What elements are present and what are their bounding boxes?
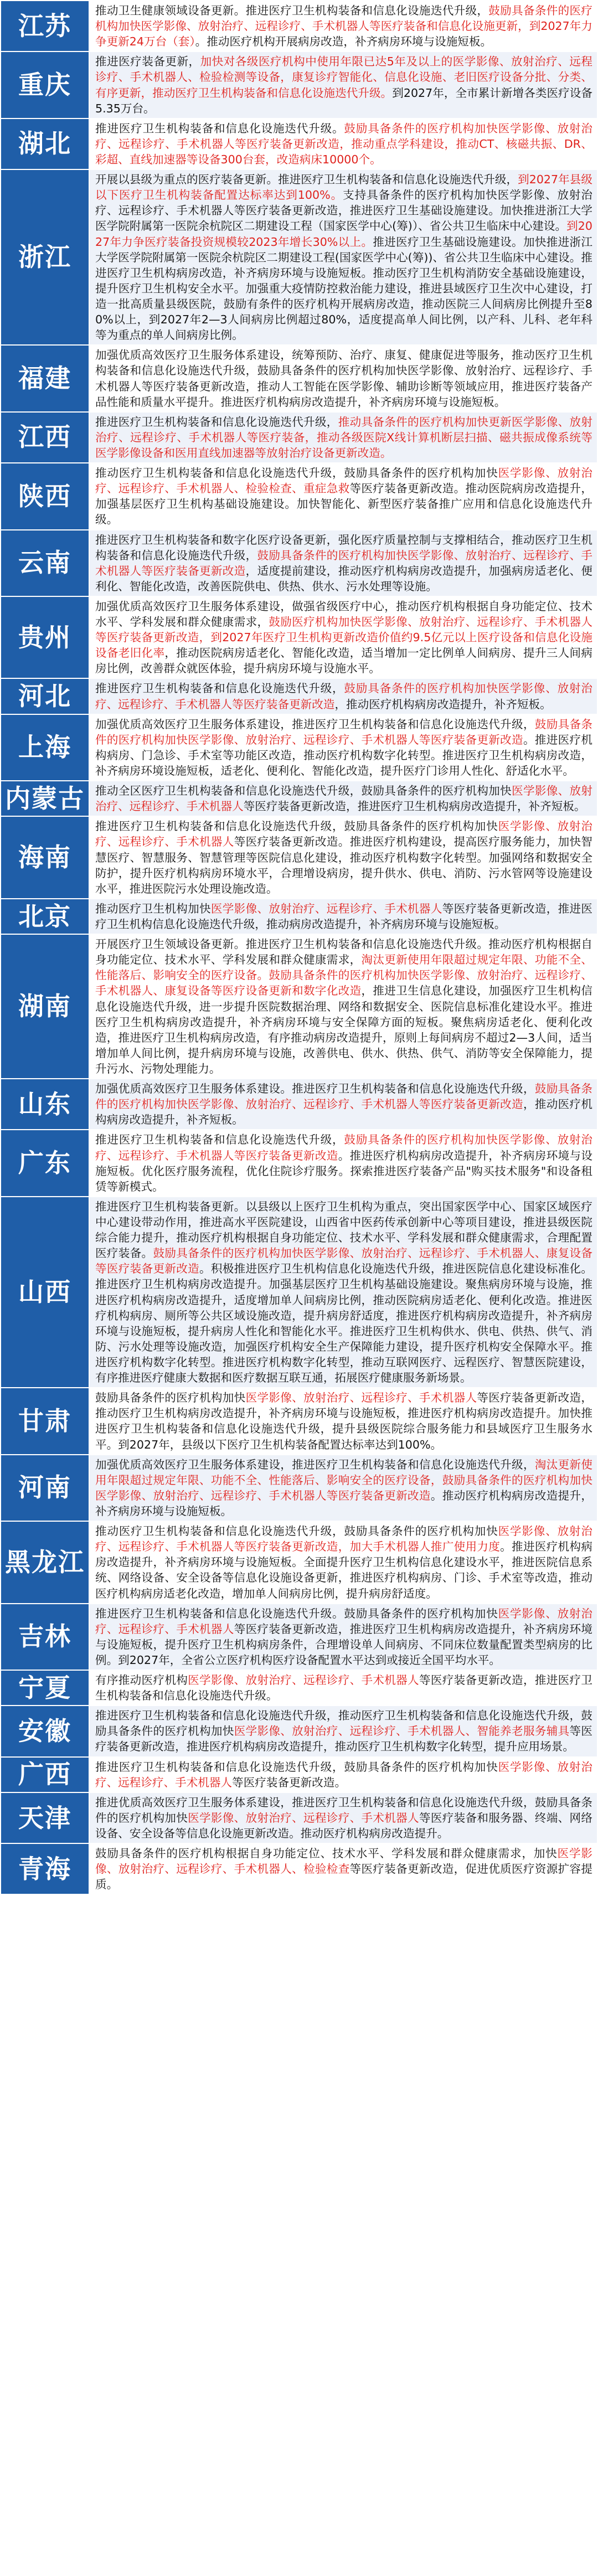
- policy-text-cell: [89, 1843, 597, 1894]
- highlight-text: 鼓励具备条件的医疗机构加快医学影像、放射治疗、远程诊疗、手术机器人等医疗装备更新改造: [95, 548, 592, 578]
- policy-text-cell: [89, 1388, 597, 1454]
- policy-text: 。推进医疗机构病房、门急诊、手术室等功能区改造，推动医疗机构数字化转型。推进医疗卫生机构病房改造，补齐病房环境设施短板，适老化、便利化、智能化改造，提升医疗门诊用人性化、舒适化水平。: [95, 733, 592, 778]
- province-cell: 河北: [1, 678, 89, 714]
- policy-text: 推进医疗卫生基础设施建设。加快推进浙江大学医学院附属第一医院余杭院区二期建设工程(国家医学中心(筹))、省公共卫生临床中心建设。推进医疗卫生机构病房改造，补齐病房环境与设施短板。推动医疗卫生机构消防安全基础设施建设，提升医疗卫生机构安全水平。加强重大疫情防控救治能力建设，推进县域医疗卫生次中心建设，打造一批高质量县级医院，鼓励有条件的医疗机构开展病房改造，推动医院三人间病房比例提升至80%以上，到2027年2—3人间病房比例超过80%，适度提高单人间比例，以产科、儿科、老年科等为重点的单人间病房比例。: [95, 235, 592, 342]
- table-row: [1, 1079, 597, 1130]
- policy-text: 。推动医疗机构病房改造提升，补齐病房环境与设施短板。: [95, 1488, 592, 1518]
- province-cell: 浙江: [1, 169, 89, 345]
- table-row: [1, 345, 597, 411]
- policy-text: 推动医疗卫生机构加快: [95, 901, 211, 915]
- policy-text: 支持具备条件的医疗机构加快医学影像、放射治疗、远程诊疗、手术机器人等医疗装备更新改造，推进医疗卫生基础设施建设。加快推进浙江大学医学院附属第一医院余杭院区二期建设工程（国家医学中心(筹)）、省公共卫生临床中心建设。: [95, 188, 593, 233]
- province-cell: 贵州: [1, 596, 89, 679]
- table-row: [1, 1, 597, 51]
- policy-text-cell: [89, 530, 597, 596]
- highlight-text: 鼓励具备条件的医疗机构加快医学影像、放射治疗、远程诊疗、手术机器人等医疗装备更新改造: [95, 1082, 592, 1111]
- policy-text: 推进医疗卫生机构装备更新。以县级以上医疗卫生机构为重点，突出国家医学中心、国家区域医疗中心建设带动作用，推进高水平医院建设，山西省中医药传承创新中心等项目建设，推进县级医院综合能力提升，推动医疗机构根据自身功能定位、技术水平、学科发展和群众健康需求，合理配置医疗装备。: [95, 1199, 592, 1260]
- policy-text-cell: [89, 899, 597, 934]
- highlight-text: 医学影像、放射治疗、远程诊疗、手术机器人: [188, 1811, 419, 1825]
- highlight-text: 医学影像、放射治疗、远程诊疗、手术机器人: [188, 1673, 419, 1687]
- highlight-text: 推动具备条件的医疗机构加快更新医学影像、放射治疗、远程诊疗、手术机器人等医疗装备，推动各级医院X线计算机断层扫描、磁共振成像系统等医学影像设备和医用直线加速器等放射治疗设备更新改造。: [95, 415, 592, 460]
- highlight-text: 淘汰更新使用年限超过规定年限、功能不全、性能落后、影响安全的医疗设备。鼓励具备条件的医疗机构加快医学影像、放射治疗、远程诊疗、手术机器人、康复设备等医疗设备更新和数字化改造: [95, 953, 592, 998]
- highlight-text: 医学影像、放射治疗、远程诊疗、手术机器人、检验检查: [95, 1847, 593, 1876]
- highlight-text: 加快对各级医疗机构中使用年限已达5年及以上的医学影像、放射治疗、远程诊疗、手术机器人、检验检测等设备，康复诊疗智能化、信息化设施、老旧医疗设备分批、分类、有序更新，推动医疗卫生机构装备和信息化设施迭代升级。: [95, 55, 592, 100]
- province-cell: 重庆: [1, 51, 89, 118]
- policy-text: 开展以县级为重点的医疗装备更新。推进医疗卫生机构装备和信息化设施迭代升级，: [95, 173, 518, 187]
- province-cell: 天津: [1, 1792, 89, 1843]
- table-row: [1, 1455, 597, 1521]
- table-row: [1, 412, 597, 463]
- policy-text: 推进医疗卫生机构装备和信息化设施迭代升级。鼓励具备条件的医疗机构加快: [95, 1606, 498, 1620]
- province-cell: 广西: [1, 1757, 89, 1792]
- policy-text: 推进医疗机构数字化转型。推进医疗机构数字化转型，推动互联网医疗、远程医疗、智慧医院建设，有序推进医疗健康大数据和医疗数据互联互通，拓展医疗健康服务新场景。: [95, 1339, 592, 1385]
- highlight-text: 鼓励具备条件的医疗机构加快医学影像、放射治疗、远程诊疗、手术机器人等医疗装备更新改造: [95, 682, 593, 711]
- table-row: [1, 119, 597, 169]
- province-cell: 山东: [1, 1079, 89, 1130]
- table-row: [1, 51, 597, 118]
- table-row: [1, 714, 597, 781]
- policy-text: 加强优质高效医疗卫生服务体系建设，做强省级医疗中心，推动医疗机构根据自身功能定位、技术水平、学科发展和群众健康需求，: [95, 599, 592, 629]
- province-cell: 福建: [1, 345, 89, 411]
- policy-text: 推进医疗卫生机构装备和信息化设施迭代升级，鼓励具备条件的医疗机构加快: [95, 820, 498, 833]
- policy-text-cell: [89, 781, 597, 816]
- policy-text-cell: [89, 1079, 597, 1130]
- policy-text-cell: [89, 1604, 597, 1670]
- policy-text: 推进医疗卫生机构装备和数字化医疗设备更新，强化医疗质量控制与支撑相结合，推动医疗卫生机构装备和信息化设施迭代升级，: [95, 533, 592, 562]
- province-cell: 海南: [1, 816, 89, 899]
- highlight-text: 鼓励具备条件的医疗机构加快医学影像、放射治疗、远程诊疗、手术机器人、康复设备等医疗装备更新改造: [95, 1246, 592, 1276]
- table-row: [1, 1388, 597, 1454]
- policy-text-cell: [89, 412, 597, 463]
- policy-text: 等医疗装备更新改造，推进医疗机构病房改造提升，推动医疗卫生机构数字化转型，提升应用场景。: [95, 1724, 592, 1754]
- policy-text: ，适度提前建设，推动医疗机构病房改造提升，加强病房适老化、便利化、智能化改造，改善医院供电、供热、供水、污水处理等设施。: [95, 564, 592, 593]
- province-cell: 青海: [1, 1843, 89, 1894]
- policy-text-cell: [89, 678, 597, 714]
- province-cell: 湖北: [1, 119, 89, 169]
- province-cell: 甘肃: [1, 1388, 89, 1454]
- policy-text-cell: [89, 714, 597, 781]
- table-row: [1, 816, 597, 899]
- highlight-text: 淘汰更新使用年限超过规定年限、功能不全、性能落后、影响安全的医疗设备，鼓励具备条件的医疗机构加快医学影像、放射治疗、远程诊疗、手术机器人等医疗装备更新改造: [95, 1457, 592, 1502]
- policy-text: 等医疗装备更新改造。推进医疗机构建设，提高医疗服务能力，加快智慧医疗、智慧服务、智慧管理等医院信息化建设，推动医疗机构数字化转型。加强网络和数据安全防护，提升医疗机构病房环境水平，合理增设病房，提升供水、供电、消防、污水管网等设施建设水平，推进医院污水处理设施改造。: [95, 835, 592, 895]
- highlight-text: 鼓励具备条件的医疗机构加快医学影像、放射治疗、远程诊疗、手术机器人等医疗装备和信息化设施更新，到2027年力争更新24万台（套）: [95, 4, 592, 49]
- policy-text: ，推动医院病房适老化、智能化改造，适当增加一定比例单人间病房、提升三人间病房比例，改善群众就医体验，提升病房环境与设施水平。: [95, 646, 592, 676]
- policy-text: ，推进卫生信息化建设，加强医疗卫生机构信息化设施迭代升级，进一步提升医院数据治理、网络和数据安全、医院信息标准化建设水平。: [95, 984, 592, 1013]
- policy-text-cell: [89, 596, 597, 679]
- policy-text: 等医疗装备更新改造，推进医疗卫生机构病房改造提升，补齐病房环境与设施短板，提升医疗卫生机构病房条件，合理增设单人间病房、不同床位数量配置类型病房的比例。到2027年，全省公立医疗机构医疗设备配置水平达到或接近全国平均水平。: [95, 1622, 592, 1667]
- province-cell: 吉林: [1, 1604, 89, 1670]
- policy-text: 推进医疗卫生机构装备和信息化设施迭代升级，: [95, 1133, 344, 1147]
- policy-text-cell: [89, 1197, 597, 1388]
- policy-text: 推动卫生健康领域设备更新。推进医疗卫生机构装备和信息化设施迭代升级，: [95, 4, 489, 17]
- policy-text: 。推进医疗机构病房改造提升，补齐病房环境与设施短板。优化医疗服务流程，优化住院诊疗服务。探索推进医疗装备产品"购买技术服务"和设备租赁等新模式。: [95, 1148, 592, 1193]
- policy-text-cell: [89, 1670, 597, 1706]
- policy-text-cell: [89, 119, 597, 169]
- highlight-text: 鼓励具备条件的医疗机构加快医学影像、放射治疗、远程诊疗、手术机器人等医疗装备更新改造: [95, 1133, 593, 1162]
- policy-text: 推进医疗卫生机构装备和信息化设施迭代升级，推动医疗卫生机构装备和信息化设施迭代升级，鼓励具备条件的医疗机构加快: [95, 1709, 592, 1738]
- policy-text: 推进优质高效医疗卫生服务体系建设，推进医疗卫生机构装备和信息化设施迭代升级，鼓励具备条件的医疗机构加快: [95, 1795, 592, 1825]
- province-cell: 江西: [1, 412, 89, 463]
- policy-text-cell: [89, 1757, 597, 1792]
- policy-text: 鼓励具备条件的医疗机构根据自身功能定位、技术水平、学科发展和群众健康需求，加快: [95, 1847, 558, 1861]
- table-row: [1, 596, 597, 679]
- policy-text: 等医疗装备更新改造。: [232, 1775, 347, 1789]
- highlight-text: 鼓励具备条件的医疗机构加快医学影像、放射治疗、远程诊疗、手术机器人等医疗装备更新改造: [95, 717, 592, 746]
- policy-text: 等医疗装备更新改造。推动医院病房改造提升，加强基层医疗卫生机构基础设施建设。加快智能化、新型医疗装备推广应用和信息化设施迭代升级。: [95, 482, 592, 527]
- highlight-text: 到2027年力争医疗装备投资规模较2023年增长30%以上。: [95, 219, 592, 249]
- policy-text: 推进医疗装备更新，: [95, 55, 200, 69]
- province-cell: 陕西: [1, 463, 89, 529]
- highlight-text: 医学影像、放射治疗、远程诊疗、手术机器人: [245, 1391, 477, 1405]
- policy-text-cell: [89, 1521, 597, 1604]
- policy-text-cell: [89, 816, 597, 899]
- policy-text-cell: [89, 1130, 597, 1196]
- policy-text: 加强优质高效医疗卫生服务体系建设，统筹预防、治疗、康复、健康促进等服务，推动医疗卫生机构装备和信息化设施迭代升级，鼓励具备条件的医疗机构加快医学影像、放射治疗、远程诊疗、手术机器人等医疗装备更新改造，推动人工智能在医学影像、辅助诊断等领域应用，推进医疗装备产品性能和质量水平提升。推进医疗机构病房改造提升，补齐病房环境与设施短板。: [95, 348, 592, 409]
- policy-text-cell: [89, 463, 597, 529]
- table-row: [1, 1604, 597, 1670]
- policy-text-cell: [89, 51, 597, 118]
- policy-text: 等医疗装备更新改造，推进医疗卫生机构装备和信息化设施迭代升级。: [95, 1673, 592, 1703]
- table-row: [1, 678, 597, 714]
- policy-text: 推进医疗卫生机构病房改造提升，补齐病房环境与安全保障方面的短板。聚焦病房适老化、便利化改造，推进医疗卫生机构病房改造，有序推动病房改造提升，原则上每间病房不超过2—3人间，适当增加单人间比例，提升病房环境与设施，改善供电、供水、供热、供气、消防等安全保障能力，提升污水、污物处理能力。: [95, 1000, 592, 1075]
- highlight-text: 医学影像、放射治疗、远程诊疗、手术机器人: [95, 1606, 593, 1636]
- policy-text: 到2027年，全市累计新增各类医疗设备5.35万台。: [95, 86, 592, 115]
- policy-text: 鼓励具备条件的医疗机构加快: [95, 1391, 246, 1405]
- policy-text: 推进医疗卫生机构病房改造提升。加强基层医疗卫生机构基础设施建设。聚焦病房环境与设施，推进医疗机构病房改造提升，适度增加单人间病房比例，推动医院病房适老化、便利化改造。推进医疗机构病房、厕所等公共区域设施改造，提升病房舒适度，推进医疗机构病房改造提升，补齐病房环境与设施短板，提升病房人性化和智能化水平。推进医疗卫生机构供水、供电、供热、供气、消防、污水处理等设施改造，加强医疗机构安全生产保障能力建设，提升医疗机构安全保障水平。: [95, 1277, 592, 1353]
- table-row: [1, 1130, 597, 1196]
- highlight-text: 鼓励具备条件的医疗机构加快医学影像、放射治疗、远程诊疗、手术机器人等医疗装备更新改造，推动重点学科建设，推动CT、核磁共振、DR、彩超、直线加速器等设备300台套，改造病床10000个。: [95, 121, 593, 166]
- policy-text: 等医疗装备更新改造，推动医疗卫生机构病房改造提升，补齐病房环境与设施短板，推进医疗机构病房改造提升。加快推进医疗卫生机构装备和信息化设施迭代升级，提升县级医院综合服务能力和县域医疗卫生服务水平。到2027年，县级以下医疗卫生机构装备配置达标率达到100%。: [95, 1391, 592, 1451]
- table-row: [1, 530, 597, 596]
- policy-text: 加强优质高效医疗卫生服务体系建设，推进医疗卫生机构装备和信息化设施迭代升级，: [95, 1457, 535, 1471]
- province-cell: 宁夏: [1, 1670, 89, 1706]
- table-row: [1, 1197, 597, 1388]
- policy-text: 推动医疗卫生机构装备和信息化设施迭代升级，鼓励具备条件的医疗机构加快: [95, 466, 498, 480]
- policy-text: 推动医疗卫生机构装备和信息化设施迭代升级，鼓励具备条件的医疗机构加快: [95, 1524, 498, 1538]
- policy-text: 加强优质高效医疗卫生服务体系建设，推进医疗卫生机构装备和信息化设施迭代升级，: [95, 717, 535, 731]
- highlight-text: 医学影像、放射治疗、远程诊疗、手术机器人: [210, 901, 442, 915]
- policy-text-cell: [89, 345, 597, 411]
- highlight-text: 鼓励医疗机构加快医学影像、放射治疗、远程诊疗、手术机器人等医疗装备更新改造，到2027年医疗卫生机构更新改造价值约9.5亿元以上医疗设备和信息化设施设备老旧化率: [95, 615, 592, 660]
- province-cell: 山西: [1, 1197, 89, 1388]
- province-cell: 内蒙古: [1, 781, 89, 816]
- table-row: [1, 169, 597, 345]
- province-cell: 上海: [1, 714, 89, 781]
- province-cell: 江苏: [1, 1, 89, 51]
- policy-text: 推进医疗卫生机构装备和信息化设施迭代升级，: [95, 682, 344, 695]
- policy-text: 加强优质高效医疗卫生服务体系建设。推进医疗卫生机构装备和信息化设施迭代升级，: [95, 1082, 535, 1096]
- policy-text: 推动全区医疗卫生机构装备和信息化设施迭代升级，鼓励具备条件的医疗机构加快: [95, 784, 512, 798]
- highlight-text: 医学影像、放射治疗、远程诊疗、手术机器人等医疗装备更新改造，加大手术机器人推广使用力度: [95, 1524, 593, 1554]
- table-row: [1, 1670, 597, 1706]
- policy-text: 推进医疗卫生机构装备和信息化设施迭代升级，: [95, 415, 338, 429]
- table-row: [1, 1706, 597, 1756]
- policy-text: 等医疗装备和服务器、终端、网络设备、安全设备等信息化设施更新改造。推动医疗机构病房改造提升。: [95, 1811, 592, 1841]
- table-row: [1, 1843, 597, 1894]
- policy-text-cell: [89, 1706, 597, 1756]
- policy-text: 有序推动医疗机构: [95, 1673, 188, 1687]
- highlight-text: 到2027年县级以下医疗卫生机构装备配置达标率达到100%。: [95, 173, 592, 202]
- province-cell: 河南: [1, 1455, 89, 1521]
- policy-text: 。推动医疗机构开展病房改造，补齐病房环境与设施短板。: [195, 35, 492, 49]
- policy-text-cell: [89, 1792, 597, 1843]
- policy-text: 等医疗装备更新改造，推进医疗卫生机构信息化设施迭代升级，推动病房改造提升，补齐病房环境与设施短板。: [95, 901, 592, 931]
- policy-text-cell: [89, 169, 597, 345]
- policy-text: 推进医疗卫生机构装备和信息化设施迭代升级。: [95, 121, 344, 135]
- province-cell: 云南: [1, 530, 89, 596]
- policy-text: 推进医疗卫生机构装备和信息化设施迭代升级，鼓励具备条件的医疗机构加快: [95, 1760, 498, 1774]
- policy-text-cell: [89, 1455, 597, 1521]
- province-cell: 广东: [1, 1130, 89, 1196]
- table-row: [1, 463, 597, 529]
- policy-text: 等医疗装备更新改造，推进医疗卫生机构病房改造提升，补齐短板。: [243, 800, 586, 813]
- highlight-text: 医学影像、放射治疗、远程诊疗、手术机器人、检验检查、重症急救: [95, 466, 593, 496]
- policy-text: 开展医疗卫生领域设备更新。推进医疗卫生机构装备和信息化设施迭代升级。推动医疗机构根据自身功能定位、技术水平、学科发展和群众健康需求，: [95, 937, 592, 967]
- policy-text-cell: [89, 1, 597, 51]
- highlight-text: 医学影像、放射治疗、远程诊疗、手术机器人: [95, 784, 592, 813]
- table-row: [1, 934, 597, 1079]
- highlight-text: 医学影像、放射治疗、远程诊疗、手术机器人、智能养老服务辅具: [234, 1724, 570, 1738]
- policy-text-cell: [89, 934, 597, 1079]
- table-row: [1, 1757, 597, 1792]
- province-cell: 北京: [1, 899, 89, 934]
- table-row: [1, 781, 597, 816]
- table-row: [1, 1521, 597, 1604]
- table-row: [1, 899, 597, 934]
- policy-text: ，推动医疗机构病房改造提升，补齐短板。: [95, 1098, 592, 1127]
- policy-text: 。积极推进医疗卫生机构信息化设施迭代升级，推进医院信息化建设标准化。: [199, 1262, 592, 1276]
- policy-text: 。推进医疗机构病房改造提升，补齐病房环境与设施短板。全面提升医疗卫生机构信息化建设水平，推进医院信息系统、网络设备、安全设备等信息化设施设备更新，推进医疗机构病房、门诊、手术室等改造，推动医疗机构病房适老化改造，增加单人间病房比例，提升病房舒适度。: [95, 1540, 592, 1600]
- policy-text: ，推动医疗机构病房改造提升，补齐短板。: [334, 697, 551, 711]
- province-cell: 安徽: [1, 1706, 89, 1756]
- table-row: [1, 1792, 597, 1843]
- highlight-text: 医学影像、放射治疗、远程诊疗、手术机器人: [95, 820, 593, 849]
- policy-text: 等医疗装备更新改造，促进优质医疗资源扩容提质。: [95, 1862, 592, 1892]
- province-cell: 湖南: [1, 934, 89, 1079]
- province-cell: 黑龙江: [1, 1521, 89, 1604]
- highlight-text: 医学影像、放射治疗、远程诊疗、手术机器人: [95, 1760, 593, 1789]
